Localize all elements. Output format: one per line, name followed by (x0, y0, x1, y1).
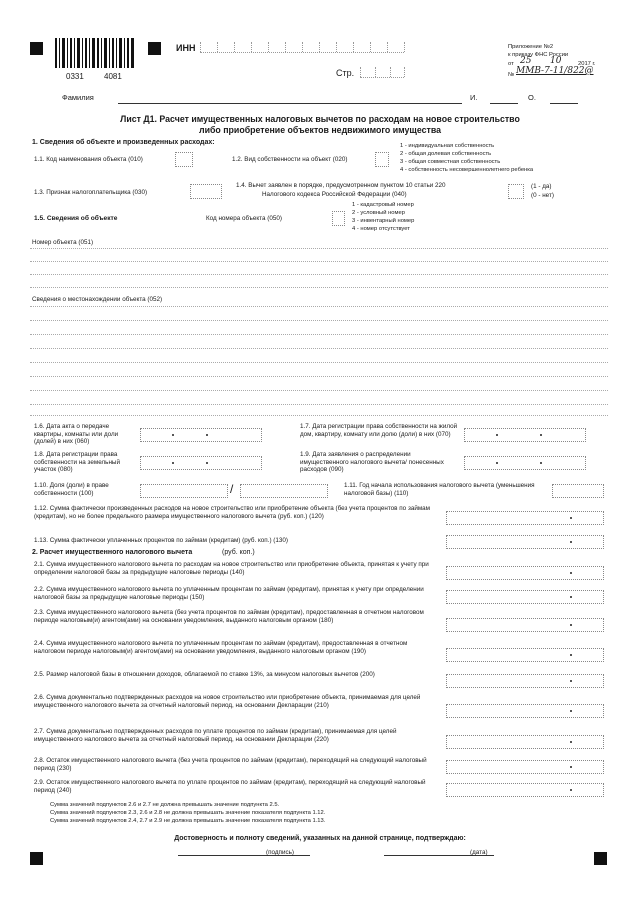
field-2-4-input[interactable] (446, 648, 604, 662)
field-1-3-label: 1.3. Признак налогоплательщика (030) (34, 189, 148, 196)
page-label: Стр. (336, 68, 355, 78)
field-1-5-label: 1.5. Сведения об объекте (34, 215, 118, 222)
appendix-from: от (508, 61, 514, 67)
inn-label: ИНН (176, 43, 196, 53)
page-number-field[interactable] (360, 67, 404, 78)
field-1-2-label: 1.2. Вид собственности на объект (020) (232, 156, 348, 163)
field-2-5-label: 2.5. Размер налоговой базы в отношении доходов, облагаемой по ставке 13%, за минусом налоговых вычетов (200) (34, 671, 375, 678)
field-2-6-label: 2.6. Сумма документально подтвержденных расходов на новое строительство или приобретение объекта, принимаемая для целей имущественного налогового вычета за отчетный налоговый период, на основании Декларации (210) (34, 694, 421, 709)
field-2-3-input[interactable] (446, 618, 604, 632)
field-1-10-label: 1.10. Доля (доли) в праве собственности (100) (34, 482, 109, 497)
object-code-option-1: 1 - кадастровый номер (352, 202, 414, 208)
i-field[interactable] (490, 103, 518, 104)
signature-label: (подпись) (266, 849, 294, 856)
section1-heading: 1. Сведения об объекте и произведенных расходах: (32, 139, 215, 146)
field-1-12-label: 1.12. Сумма фактически произведенных расходов на новое строительство или приобретение объекта (без учета процентов по займам (кредитам), но не более предельного размера имущественного налогового вычета (руб. коп.) (120) (34, 505, 431, 520)
ownership-option-3: 3 - общая совместная собственность (400, 159, 501, 165)
field-2-5-input[interactable] (446, 674, 604, 688)
field-1-6-label: 1.6. Дата акта о передаче квартиры, комнаты или доли (долей) в них (060) (34, 423, 119, 446)
field-1-7-input[interactable] (464, 428, 586, 442)
appendix-line2: к приказу ФНС России (508, 52, 569, 58)
field-1-10-denominator[interactable] (240, 484, 328, 498)
field-2-2-label: 2.2. Сумма имущественного налогового вычета по уплаченным процентам по займам (кредитам), принятая к учету при определении налоговой базы за предыдущие налоговые периоды (150) (34, 586, 424, 601)
field-2-2-input[interactable] (446, 590, 604, 604)
ownership-option-1: 1 - индивидуальная собственность (400, 143, 495, 149)
field-2-8-input[interactable] (446, 760, 604, 774)
field-2-4-label: 2.4. Сумма имущественного налогового вычета по уплаченным процентам по займам (кредитам), предоставленная в отчетном налоговом периоде налоговым(и) агентом(ами) на основании уведомления, выданного налоговым органом (190) (34, 640, 408, 655)
surname-field[interactable] (118, 103, 462, 104)
i-label: И. (470, 93, 478, 102)
field-1-4-label-line1: 1.4. Вычет заявлен в порядке, предусмотренном пунктом 10 статьи 220 (236, 182, 446, 189)
object-code-label: Код номера объекта (050) (206, 215, 282, 222)
field-2-7-input[interactable] (446, 735, 604, 749)
barcode-number-left: 0331 (66, 72, 84, 81)
section2-heading: 2. Расчет имущественного налогового вычета (32, 549, 193, 556)
object-code-option-2: 2 - условный номер (352, 210, 405, 216)
field-1-12-input[interactable] (446, 511, 604, 525)
ownership-option-2: 2 - общая долевая собственность (400, 151, 492, 157)
field-1-13-input[interactable] (446, 535, 604, 549)
field-1-9-label: 1.9. Дата заявления о распределении имущественного налогового вычета/ понесенных расходов (090) (300, 451, 444, 474)
o-label: О. (528, 93, 536, 102)
field-1-8-label: 1.8. Дата регистрации права собственности на земельный участок (080) (34, 451, 120, 474)
field-2-9-label: 2.9. Остаток имущественного налогового вычета по уплате процентов по займам (кредитам), переходящий на следующий налоговый период (240) (34, 779, 426, 794)
note-1: Сумма значений подпунктов 2.6 и 2.7 не должна превышать значение подпункта 2.5. (50, 802, 280, 808)
object-number-grid[interactable] (30, 248, 608, 288)
sheet-title-line1: Лист Д1. Расчет имущественных налоговых вычетов по расходам на новое строительство (120, 114, 520, 124)
ownership-option-4: 4 - собственность несовершеннолетнего ребенка (400, 167, 534, 173)
barcode-number-right: 4081 (104, 72, 122, 81)
field-1-4-label-line2: Налогового кодекса Российской Федерации (040) (262, 191, 407, 198)
field-1-13-label: 1.13. Сумма фактически уплаченных процентов по займам (кредитам) (руб. коп.) (130) (34, 537, 289, 544)
field-1-11-input[interactable] (552, 484, 604, 498)
field-2-9-input[interactable] (446, 783, 604, 797)
object-code-option-4: 4 - номер отсутствует (352, 226, 410, 232)
inn-field[interactable] (200, 42, 404, 53)
field-1-9-input[interactable] (464, 456, 586, 470)
field-1-10-numerator[interactable] (140, 484, 228, 498)
field-2-1-input[interactable] (446, 566, 604, 580)
field-1-4-no: (0 - нет) (531, 192, 554, 199)
sheet-title-line2: либо приобретение объектов недвижимого имущества (198, 125, 442, 135)
appendix-no: № (508, 72, 515, 78)
field-2-7-label: 2.7. Сумма документально подтвержденных расходов по уплате процентов по займам (кредитам), принимаемая для целей имущественного налогового вычета за отчетный налоговый период, на основании Декларации (220) (34, 728, 397, 743)
object-number-label: Номер объекта (051) (32, 239, 94, 246)
appendix-year: 2017 г. (578, 61, 596, 67)
appendix-line1: Приложение №2 (508, 44, 554, 50)
surname-label: Фамилия (62, 93, 94, 102)
appendix-number: ММВ-7-11/822@ (516, 66, 594, 76)
field-1-4-input[interactable] (508, 184, 524, 199)
field-1-1-label: 1.1. Код наименования объекта (010) (34, 156, 143, 163)
corner-marker-top-left (30, 42, 43, 55)
confirm-text: Достоверность и полноту сведений, указанных на данной странице, подтверждаю: (174, 835, 466, 842)
field-1-8-input[interactable] (140, 456, 262, 470)
fraction-slash: / (230, 482, 234, 496)
field-2-1-label: 2.1. Сумма имущественного налогового вычета по расходам на новое строительство или приобретение объекта, принятая к учету при определении налоговой базы за предыдущие налоговые периоды (140) (34, 561, 429, 576)
field-1-1-input[interactable] (175, 152, 193, 167)
section2-heading-unit: (руб. коп.) (222, 549, 255, 556)
field-2-6-input[interactable] (446, 704, 604, 718)
note-3: Сумма значений подпунктов 2.4, 2.7 и 2.9 не должна превышать значение показателя подпункта 1.13. (50, 818, 326, 824)
field-2-3-label: 2.3. Сумма имущественного налогового вычета (без учета процентов по займам (кредитам), предоставленная в отчетном налоговом периоде налоговым(и) агентом(ами) на основании уведомления, выданного налоговым органом (180) (34, 609, 424, 624)
field-1-4-yes: (1 - да) (531, 183, 552, 190)
appendix-month: 10 (550, 56, 562, 66)
object-code-input[interactable] (332, 211, 345, 226)
field-1-7-label: 1.7. Дата регистрации права собственности на жилой дом, квартиру, комнату или долю (доли) в них (070) (300, 423, 458, 438)
note-2: Сумма значений подпунктов 2.3, 2.6 и 2.8 не должна превышать значение показателя подпункта 1.12. (50, 810, 326, 816)
o-field[interactable] (550, 103, 578, 104)
location-label: Сведения о местонахождении объекта (052) (32, 296, 163, 303)
object-code-option-3: 3 - инвентарный номер (352, 218, 415, 224)
appendix-day: 25 (520, 56, 532, 66)
barcode (55, 38, 135, 68)
corner-marker-top-middle (148, 42, 161, 55)
corner-marker-bottom-left (30, 852, 43, 865)
field-1-3-input[interactable] (190, 184, 222, 199)
field-1-11-label: 1.11. Год начала использования налогового вычета (уменьшения налоговой базы) (110) (344, 482, 535, 497)
location-grid[interactable] (30, 306, 608, 416)
field-1-2-input[interactable] (375, 152, 389, 167)
corner-marker-bottom-right (594, 852, 607, 865)
field-2-8-label: 2.8. Остаток имущественного налогового вычета (без учета процентов по займам (кредитам), переходящий на следующий налоговый период (230) (34, 757, 427, 772)
field-1-6-input[interactable] (140, 428, 262, 442)
date-label: (дата) (470, 849, 488, 856)
